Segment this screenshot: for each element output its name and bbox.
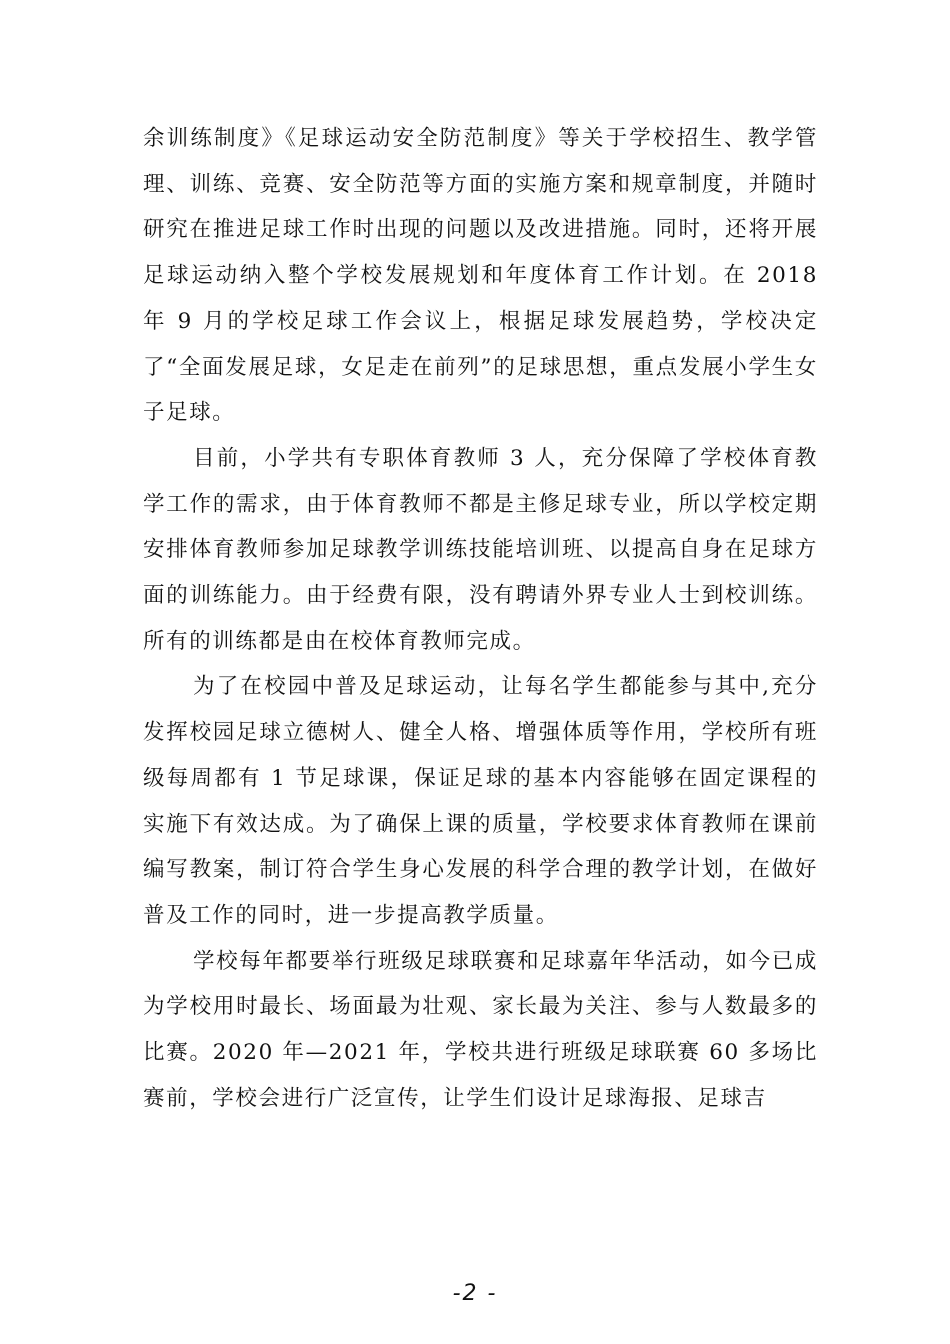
paragraph-league: 学校每年都要举行班级足球联赛和足球嘉年华活动，如今已成为学校用时最长、场面最为壮观、家长最为关注、参与人数最多的比赛。2020 年—2021 年，学校共进行班级足球联赛 60 多场比赛前，学校会进行广泛宣传，让学生们设计足球海报、足球吉 <box>143 948 818 1111</box>
page-number: -2 - <box>452 1281 498 1306</box>
paragraph-football-classes: 为了在校园中普及足球运动，让每名学生都能参与其中,充分发挥校园足球立德树人、健全人格、增强体质等作用，学校所有班级每周都有 1 节足球课，保证足球的基本内容能够在固定课程的实施下有效达成。为了确保上课的质量，学校要求体育教师在课前编写教案，制订符合学生身心发展的科学合理的教学计划，在做好普及工作的同时，进一步提高教学质量。 <box>143 674 818 928</box>
document-body <box>143 116 818 1121</box>
paragraph-teachers: 目前，小学共有专职体育教师 3 人，充分保障了学校体育教学工作的需求，由于体育教师不都是主修足球专业，所以学校定期安排体育教师参加足球教学训练技能培训班、以提高自身在足球方面的训练能力。由于经费有限，没有聘请外界专业人士到校训练。所有的训练都是由在校体育教师完成。 <box>143 445 818 654</box>
paragraph-continuation: 余训练制度》《足球运动安全防范制度》等关于学校招生、教学管理、训练、竞赛、安全防范等方面的实施方案和规章制度，并随时研究在推进足球工作时出现的问题以及改进措施。同时，还将开展足球运动纳入整个学校发展规划和年度体育工作计划。在 2018 年 9 月的学校足球工作会议上，根据足球发展趋势，学校决定了“全面发展足球，女足走在前列”的足球思想，重点发展小学生女子足球。 <box>143 126 818 426</box>
